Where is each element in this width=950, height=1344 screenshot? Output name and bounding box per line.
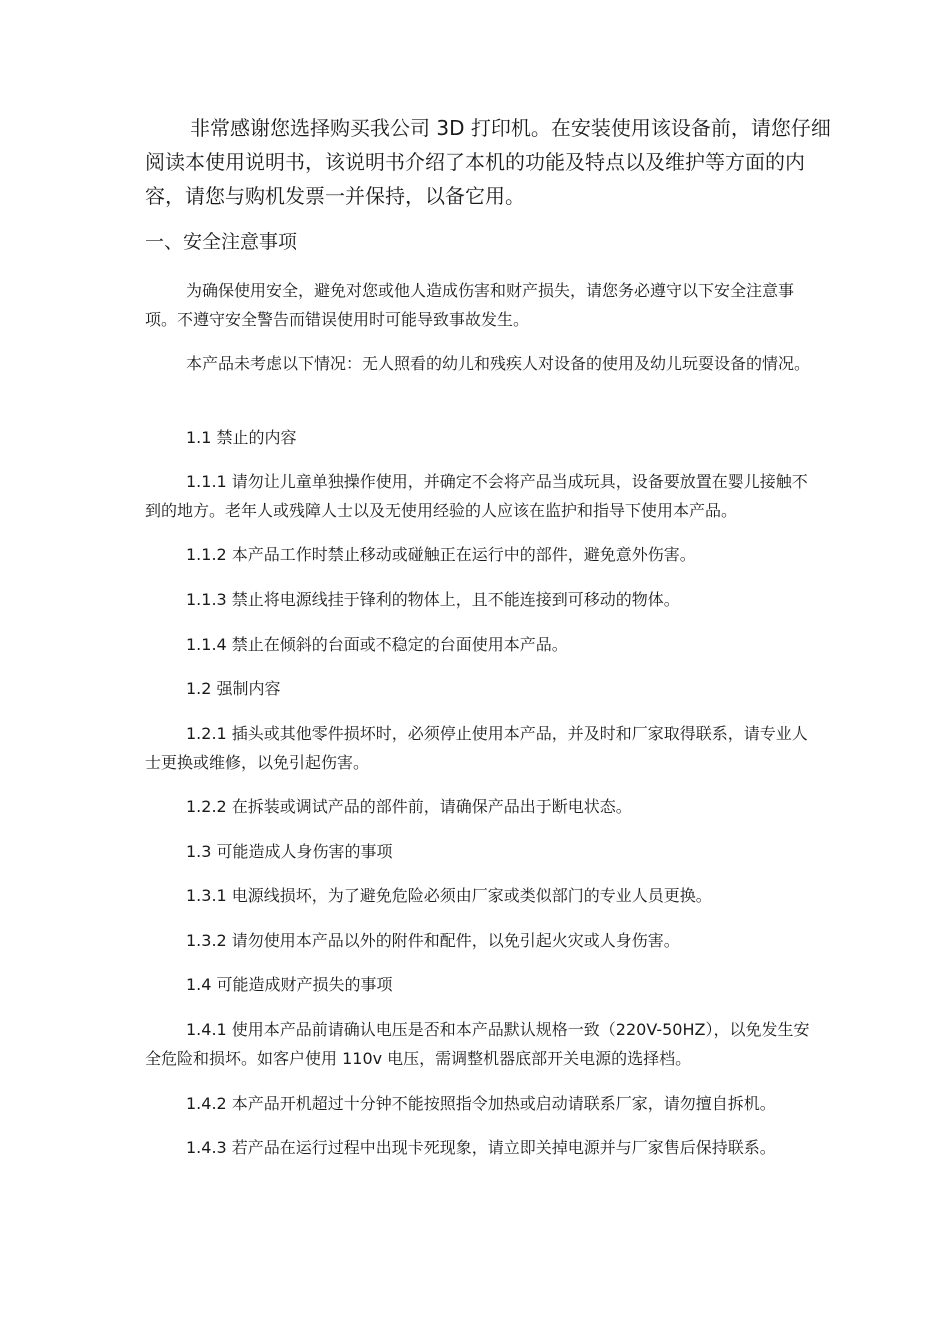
paragraph-1-1-1: 1.1.1 请勿让儿童单独操作使用，并确定不会将产品当成玩具，设备要放置在婴儿接触不到的地方。老年人或残障人士以及无使用经验的人应该在监护和指导下使用本产品。	[145, 472, 808, 520]
paragraph-1-4-3: 1.4.3 若产品在运行过程中出现卡死现象，请立即关掉电源并与厂家售后保持联系。	[186, 1138, 776, 1157]
paragraph-1-2-2: 1.2.2 在拆装或调试产品的部件前，请确保产品出于断电状态。	[186, 797, 632, 816]
paragraph-1-1-2: 1.1.2 本产品工作时禁止移动或碰触正在运行中的部件，避免意外伤害。	[186, 545, 696, 564]
paragraph-1-1-4: 1.1.4 禁止在倾斜的台面或不稳定的台面使用本产品。	[186, 635, 568, 654]
paragraph-1-2-1: 1.2.1 插头或其他零件损坏时，必须停止使用本产品，并及时和厂家取得联系，请专业人士更换或维修，以免引起伤害。	[145, 724, 808, 772]
heading-1-1: 1.1 禁止的内容	[186, 428, 297, 447]
heading-1-4: 1.4 可能造成财产损失的事项	[186, 975, 393, 994]
heading-1-2: 1.2 强制内容	[186, 679, 281, 698]
paragraph-not-considered: 本产品未考虑以下情况：无人照看的幼儿和残疾人对设备的使用及幼儿玩耍设备的情况。	[186, 354, 811, 373]
intro-paragraph: 非常感谢您选择购买我公司 3D 打印机。在安装使用该设备前，请您仔细阅读本使用说明书，该说明书介绍了本机的功能及特点以及维护等方面的内容，请您与购机发票一并保持，以备它用。	[145, 116, 831, 208]
paragraph-1-4-1: 1.4.1 使用本产品前请确认电压是否和本产品默认规格一致（220V-50HZ），以免发生安全危险和损坏。如客户使用 110v 电压，需调整机器底部开关电源的选择档。	[145, 1020, 810, 1068]
paragraph-safety-intro: 为确保使用安全，避免对您或他人造成伤害和财产损失，请您务必遵守以下安全注意事项。不遵守安全警告而错误使用时可能导致事故发生。	[145, 281, 795, 329]
paragraph-1-3-2: 1.3.2 请勿使用本产品以外的附件和配件，以免引起火灾或人身伤害。	[186, 931, 680, 950]
section-title: 一、安全注意事项	[145, 231, 298, 253]
heading-1-3: 1.3 可能造成人身伤害的事项	[186, 842, 393, 861]
paragraph-1-3-1: 1.3.1 电源线损坏，为了避免危险必须由厂家或类似部门的专业人员更换。	[186, 886, 712, 905]
paragraph-1-4-2: 1.4.2 本产品开机超过十分钟不能按照指令加热或启动请联系厂家，请勿擅自拆机。	[186, 1094, 776, 1113]
paragraph-1-1-3: 1.1.3 禁止将电源线挂于锋利的物体上，且不能连接到可移动的物体。	[186, 590, 680, 609]
